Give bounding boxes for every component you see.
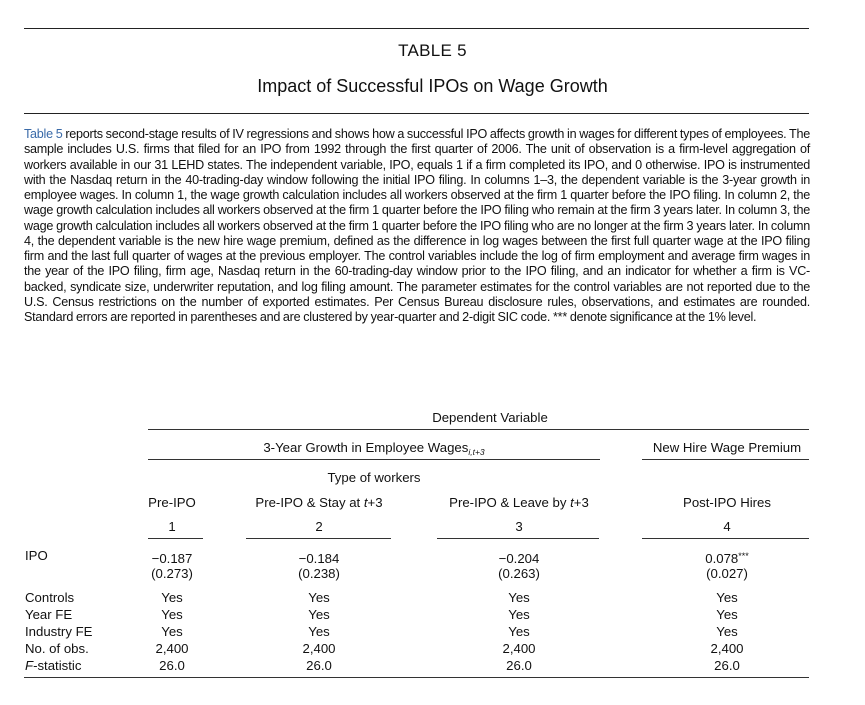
title-rule <box>24 113 809 114</box>
caption-text: reports second-stage results of IV regressions and shows how a successful IPO affects growth in wages for different types of employees. The sample includes U.S. firms that filed for an IPO from 1992 through the first quarter of 2006. The unit of observation is a firm-level aggregation of workers available in our 31 LEHD states. The independent variable, IPO, equals 1 if a firm completed its IPO, and 0 otherwise. IPO is instrumented with the Nasdaq return in the 40-trading-day window following the initial IPO filing. In columns 1–3, the dependent variable is the 3-year growth in employee wages. In column 1, the wage growth calculation includes all workers observed at the firm 1 quarter before the IPO filing. In column 2, the wage growth calculation includes all workers observed at the firm 1 quarter before the IPO filing who remain at the firm 3 years later. In column 3, the wage growth calculation includes all workers observed at the firm 1 quarter before the IPO filing who are no longer at the firm 3 years later. In column 4, the dependent variable is the new hire wage premium, defined as the difference in log wages between the first full quarter wage at the IPO filing firm and the last full quarter of wages at the previous employer. The control variables include the log of firm employment and average firm wages in the year of the IPO filing, firm age, Nasdaq return in the 60-trading-day window prior to the IPO filing, and an indicator for whether a firm is VC-backed, syndicate size, underwriter reputation, and log filing amount. The parameter estimates for the control variables are not reported due to the U.S. Census restrictions on the number of exported estimates. Per Census Bureau disclosure rules, observations, and estimates are rounded. Standard errors are reported in parentheses and are clustered by year-quarter and 2-digit SIC code. *** denote significance at the 1% level. <box>24 127 810 324</box>
column-rule-4 <box>642 538 809 539</box>
type-of-workers-header: Type of workers <box>327 470 421 485</box>
controls-value-1: Yes <box>161 590 183 605</box>
observations-value-4: 2,400 <box>710 641 744 656</box>
column-header-1-text: Pre-IPO <box>148 495 196 510</box>
table-label: TABLE 5 <box>398 41 467 60</box>
ipo-estimate-4-stars: *** <box>738 551 749 561</box>
dependent-variable-rule <box>148 429 809 430</box>
column-number-1: 1 <box>168 519 176 534</box>
year-fe-value-3: Yes <box>508 607 530 622</box>
table-title: Impact of Successful IPOs on Wage Growth <box>257 76 608 96</box>
row-label-year-fe: Year FE <box>25 607 73 622</box>
row-label-f-statistic <box>25 658 81 674</box>
row-label-ipo: IPO <box>25 548 48 563</box>
column-rule-1 <box>148 538 203 539</box>
column-header-1 <box>127 495 217 511</box>
column-header-2-var: t <box>363 495 368 510</box>
year-fe-value-4: Yes <box>716 607 738 622</box>
ipo-estimate-3 <box>425 548 613 567</box>
dependent-variable-header: Dependent Variable <box>432 410 548 425</box>
f-statistic-italic-f: F <box>25 658 34 673</box>
ipo-estimate-3-value: −0.204 <box>498 551 540 566</box>
observations-value-1: 2,400 <box>155 641 189 656</box>
column-number-3: 3 <box>515 519 523 534</box>
observations-value-2: 2,400 <box>302 641 336 656</box>
ipo-estimate-1-value: −0.187 <box>151 551 193 566</box>
group-header-subscript: i,t+3 <box>468 447 485 457</box>
f-statistic-value-4: 26.0 <box>714 658 740 673</box>
ipo-estimate-4-value: 0.078 <box>705 551 739 566</box>
ipo-std-error-3: (0.263) <box>498 566 540 581</box>
year-fe-value-1: Yes <box>161 607 183 622</box>
group-header-new-hire: New Hire Wage Premium <box>652 440 802 455</box>
group-header-wage-growth-text: 3-Year Growth in Employee Wages <box>263 440 469 455</box>
f-statistic-value-1: 26.0 <box>159 658 185 673</box>
column-header-2-suffix: +3 <box>367 495 383 510</box>
ipo-std-error-1: (0.273) <box>151 566 193 581</box>
column-header-4-text: Post-IPO Hires <box>683 495 771 510</box>
group-rule-new-hire <box>642 459 809 460</box>
row-label-observations: No. of obs. <box>25 641 89 656</box>
industry-fe-value-3: Yes <box>508 624 530 639</box>
controls-value-4: Yes <box>716 590 738 605</box>
controls-value-2: Yes <box>308 590 330 605</box>
column-rule-3 <box>437 538 599 539</box>
bottom-rule <box>24 677 809 678</box>
ipo-estimate-2-value: −0.184 <box>298 551 340 566</box>
column-header-3 <box>425 495 613 511</box>
f-statistic-value-2: 26.0 <box>306 658 332 673</box>
column-header-4 <box>642 495 812 511</box>
group-header-wage-growth <box>148 440 600 460</box>
ipo-std-error-2: (0.238) <box>298 566 340 581</box>
ipo-std-error-4: (0.027) <box>706 566 748 581</box>
column-header-2 <box>232 495 406 511</box>
f-statistic-label-text: -statistic <box>33 658 82 673</box>
ipo-estimate-1 <box>127 548 217 567</box>
f-statistic-value-3: 26.0 <box>506 658 532 673</box>
column-header-3-suffix: +3 <box>573 495 589 510</box>
table-caption <box>24 127 810 325</box>
column-header-2-text: Pre-IPO & Stay at <box>255 495 364 510</box>
observations-value-3: 2,400 <box>502 641 536 656</box>
column-header-3-text: Pre-IPO & Leave by <box>449 495 571 510</box>
table-reference-link[interactable]: Table 5 <box>24 127 63 141</box>
column-rule-2 <box>246 538 391 539</box>
row-label-industry-fe: Industry FE <box>25 624 93 639</box>
row-label-controls: Controls <box>25 590 75 605</box>
ipo-estimate-2 <box>232 548 406 567</box>
column-header-3-var: t <box>570 495 574 510</box>
ipo-estimate-4 <box>642 548 812 567</box>
industry-fe-value-2: Yes <box>308 624 330 639</box>
year-fe-value-2: Yes <box>308 607 330 622</box>
group-rule-wage-growth <box>148 459 600 460</box>
industry-fe-value-4: Yes <box>716 624 738 639</box>
top-rule <box>24 28 809 29</box>
controls-value-3: Yes <box>508 590 530 605</box>
column-number-4: 4 <box>723 519 731 534</box>
column-number-2: 2 <box>315 519 323 534</box>
industry-fe-value-1: Yes <box>161 624 183 639</box>
